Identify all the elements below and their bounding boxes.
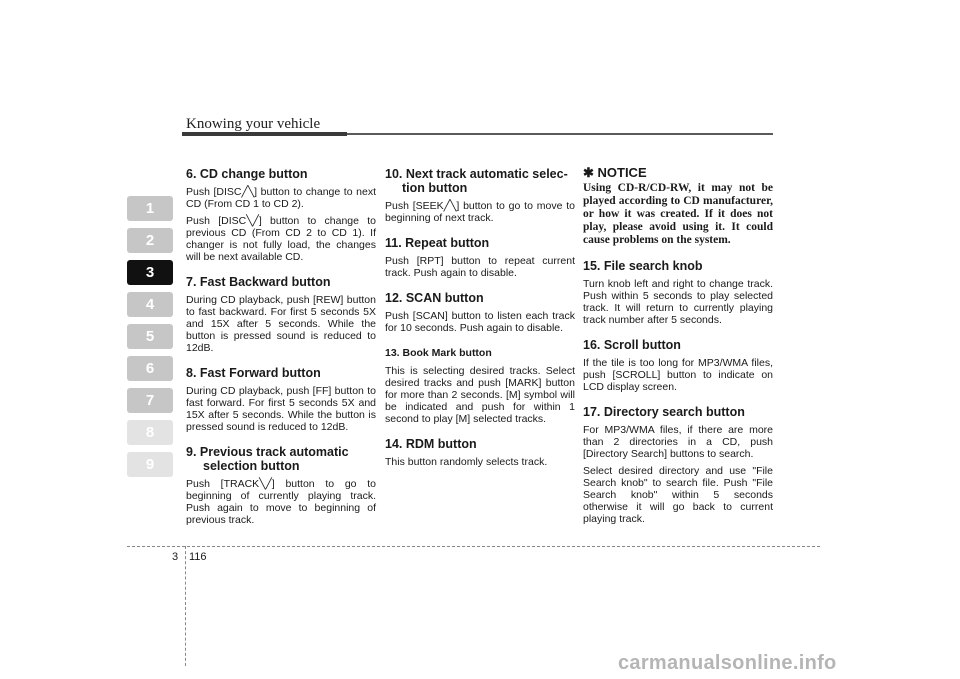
- footer-chapter-number: 3: [172, 551, 179, 563]
- section-previous-track: [186, 445, 376, 526]
- paragraph: During CD playback, push [FF] button to fast forward. For first 5 seconds 5X and 15X after 5 seconds. While the button is pressed sound is reduced to 12dB.: [186, 385, 376, 433]
- chapter-tab-6[interactable]: 6: [127, 356, 173, 381]
- section-repeat: [385, 236, 575, 279]
- section-scroll: [583, 338, 773, 393]
- section-book-mark: [385, 346, 575, 425]
- text-column-1: [186, 167, 376, 538]
- paragraph: Push [DISC╲╱] button to change to previous CD (From CD 2 to CD 1). If changer is not fully load, the changes will be next available CD.: [186, 215, 376, 263]
- paragraph: Push [RPT] button to repeat current track. Push again to disable.: [385, 255, 575, 279]
- paragraph: For MP3/WMA files, if there are more than 2 directories in a CD, push [Directory Search] buttons to search.: [583, 424, 773, 460]
- text-column-3: [583, 167, 773, 537]
- section-title: 16. Scroll button: [583, 338, 681, 352]
- section-title: 8. Fast Forward button: [186, 366, 321, 380]
- paragraph: Push [DISC╱╲] button to change to next CD (From CD 1 to CD 2).: [186, 186, 376, 210]
- notice-body: Using CD-R/CD-RW, it may not be played according to CD manufacturer, or how it was created. If it does not play, please avoid using it. It could cause problems on the system.: [583, 182, 773, 246]
- section-scan: [385, 291, 575, 334]
- paragraph: This button randomly selects track.: [385, 456, 548, 468]
- paragraph: Select desired directory and use "File Search knob" to search file. Push "File Search knob" within 5 seconds otherwise it will go back to current playing track.: [583, 465, 773, 525]
- footer-divider: [127, 546, 820, 547]
- paragraph: If the tile is too long for MP3/WMA files, push [SCROLL] button to indicate on LCD display screen.: [583, 357, 773, 393]
- section-title: 12. SCAN button: [385, 291, 484, 305]
- paragraph: Turn knob left and right to change track. Push within 5 seconds to play selected track. It will return to currently playing track number after 5 seconds.: [583, 278, 773, 326]
- chapter-tab-8[interactable]: 8: [127, 420, 173, 445]
- section-file-search: [583, 259, 773, 326]
- section-title: 6. CD change button: [186, 167, 308, 181]
- footer-page-number: 116: [189, 551, 207, 563]
- section-title-line: 10. Next track automatic selec-: [385, 167, 568, 181]
- chapter-tab-4[interactable]: 4: [127, 292, 173, 317]
- section-title: 7. Fast Backward button: [186, 275, 331, 289]
- section-title-line: tion button: [402, 181, 468, 195]
- section-title-line: 9. Previous track automatic: [186, 445, 349, 459]
- footer-vertical-divider: [185, 546, 186, 666]
- page-header-title: Knowing your vehicle: [186, 116, 321, 132]
- section-title: 13. Book Mark button: [385, 347, 492, 359]
- chapter-tab-1[interactable]: 1: [127, 196, 173, 221]
- header-rule: [347, 133, 773, 135]
- section-title: 15. File search knob: [583, 259, 703, 273]
- text-column-2: [385, 167, 575, 480]
- section-title: 17. Directory search button: [583, 405, 745, 419]
- section-directory-search: [583, 405, 773, 525]
- paragraph: Push [SCAN] button to listen each track for 10 seconds. Push again to disable.: [385, 310, 575, 334]
- chapter-tab-9[interactable]: 9: [127, 452, 173, 477]
- paragraph: Push [SEEK╱╲] button to go to move to beginning of next track.: [385, 200, 575, 224]
- section-title: [385, 167, 575, 195]
- section-title-line: selection button: [203, 459, 300, 473]
- chapter-tab-5[interactable]: 5: [127, 324, 173, 349]
- paragraph: During CD playback, push [REW] button to fast backward. For first 5 seconds 5X and 15X after 5 seconds. While the button is pressed sound is reduced to 12dB.: [186, 294, 376, 354]
- chapter-tab-3[interactable]: 3: [127, 260, 173, 285]
- watermark: carmanualsonline.info: [618, 652, 837, 674]
- chapter-tab-2[interactable]: 2: [127, 228, 173, 253]
- section-fast-backward: [186, 275, 376, 354]
- chapter-tab-7[interactable]: 7: [127, 388, 173, 413]
- paragraph: Push [TRACK╲╱] button to go to beginning of currently playing track. Push again to move to beginning of previous track.: [186, 478, 376, 526]
- section-next-track: [385, 167, 575, 224]
- header-bar: [182, 132, 347, 136]
- chapter-tabs: [127, 196, 173, 484]
- section-title: 14. RDM button: [385, 437, 477, 451]
- section-title: [186, 445, 376, 473]
- section-cd-change: [186, 167, 376, 263]
- paragraph: This is selecting desired tracks. Select desired tracks and push [MARK] button for more than 2 seconds. [M] symbol will be indicated and push for within 1 second to play [M] selected tracks.: [385, 365, 575, 425]
- notice-title: ✱ NOTICE: [583, 165, 647, 180]
- section-fast-forward: [186, 366, 376, 433]
- section-title: 11. Repeat button: [385, 236, 490, 250]
- section-rdm: [385, 437, 575, 468]
